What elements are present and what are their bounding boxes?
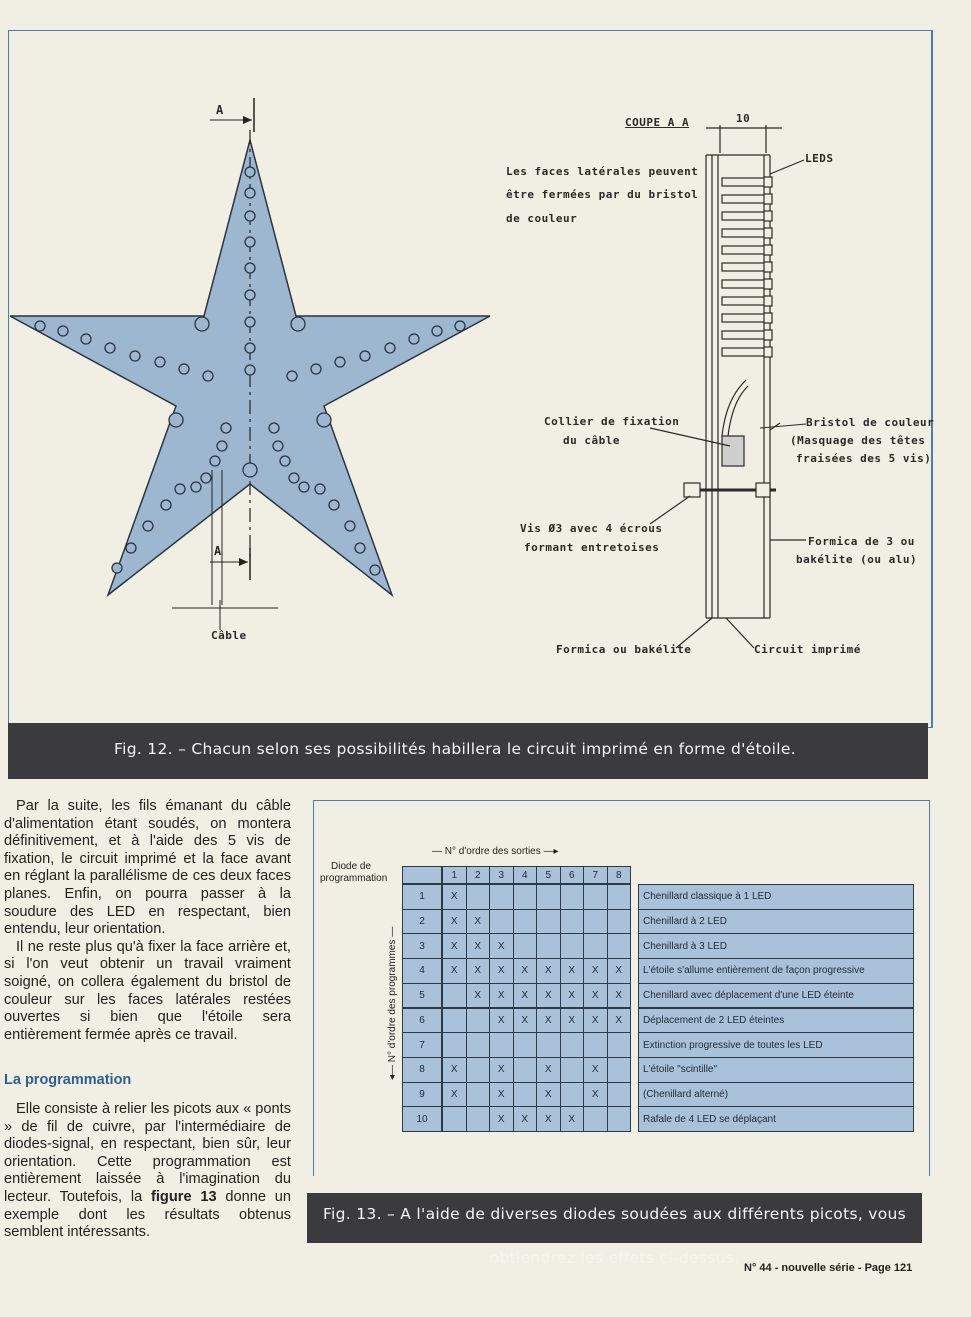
leds-label: LEDS — [805, 152, 834, 165]
led-hole — [155, 357, 165, 367]
diode-mark-cell: X — [442, 884, 467, 910]
diode-mark-cell — [442, 983, 467, 1009]
diode-mark-cell — [442, 1032, 467, 1058]
diode-mark-cell — [466, 1032, 491, 1058]
output-column-header: 7 — [583, 866, 608, 884]
collier-label-1: Collier de fixation — [544, 415, 680, 428]
diode-mark-cell: X — [583, 983, 608, 1009]
led-element — [722, 178, 768, 186]
diode-mark-cell — [442, 1008, 467, 1034]
effect-description-cell: L'étoile s'allume entièrement de façon progressive — [638, 958, 914, 984]
effect-description-cell: Chenillard à 3 LED — [638, 933, 914, 959]
led-hole — [126, 543, 136, 553]
led-hole — [195, 317, 209, 331]
led-hole — [245, 343, 255, 353]
diode-mark-cell: X — [489, 958, 514, 984]
diode-mark-cell: X — [442, 1057, 467, 1083]
diode-mark-cell — [536, 884, 561, 910]
led-head — [764, 177, 772, 187]
led-hole — [245, 211, 255, 221]
circuit-label: Circuit imprimé — [754, 643, 861, 656]
program-number-cell: 8 — [402, 1057, 442, 1083]
page-footer: N° 44 - nouvelle série - Page 121 — [744, 1262, 913, 1274]
diode-mark-cell — [560, 1082, 585, 1108]
led-hole — [245, 237, 255, 247]
diode-label-2: programmation — [320, 873, 388, 884]
diode-mark-cell: X — [583, 958, 608, 984]
diode-mark-cell — [466, 1082, 491, 1108]
led-hole — [335, 357, 345, 367]
diode-mark-cell: X — [513, 1106, 538, 1132]
led-head — [764, 296, 772, 306]
diode-mark-cell — [466, 1057, 491, 1083]
diode-mark-cell: X — [560, 983, 585, 1009]
outputs-axis-label: — N° d'ordre des sorties —▸ — [432, 846, 559, 857]
diode-mark-cell — [607, 1057, 632, 1083]
effect-description-cell: Chenillard à 2 LED — [638, 909, 914, 935]
led-hole — [409, 334, 419, 344]
note-line-2: être fermées par du bristol — [506, 188, 699, 201]
note-line-1: Les faces latérales peuvent — [506, 165, 699, 178]
led-element — [722, 195, 768, 203]
diode-mark-cell: X — [583, 1008, 608, 1034]
bristol-label-2: (Masquage des têtes — [790, 434, 926, 447]
output-column-header: 6 — [560, 866, 585, 884]
section-heading: La programmation — [4, 1072, 132, 1088]
diode-mark-cell: X — [442, 958, 467, 984]
diode-mark-cell: X — [442, 1082, 467, 1108]
diode-mark-cell: X — [466, 909, 491, 935]
led-hole — [35, 321, 45, 331]
diode-mark-cell — [489, 884, 514, 910]
diode-mark-cell — [560, 884, 585, 910]
diode-mark-cell — [513, 1032, 538, 1058]
led-hole — [455, 321, 465, 331]
led-head — [764, 330, 772, 340]
paragraph-1: Par la suite, les fils émanant du câble d'alimentation étant soudés, on montera définitivement, et à l'aide des 5 vis de fixation, le circuit imprimé et la face avant en réglant la parallélisme de ces deux faces planes. Enfin, on pourra passer à la soudure des LED en respectant, bien entendu, leur orientation. — [4, 798, 291, 938]
diode-mark-cell: X — [607, 1008, 632, 1034]
diode-mark-cell: X — [442, 909, 467, 935]
paragraph-3: Elle consiste à relier les picots aux « ponts » de fil de cuivre, par l'intermédiaire de diodes-signal, en respectant, bien sûr, leur orientation. Cette programmation est entièrement laissée à l'imagination du lecteur. Toutefois, la figure 13 donne un exemple dont les résultats obtenus semblent intéressants. — [4, 1101, 292, 1241]
output-column-header: 8 — [607, 866, 632, 884]
led-hole — [143, 521, 153, 531]
program-number-cell: 1 — [402, 884, 442, 910]
led-hole — [432, 326, 442, 336]
diode-mark-cell: X — [489, 1106, 514, 1132]
program-number-cell: 5 — [402, 983, 442, 1009]
program-number-cell: 3 — [402, 933, 442, 959]
led-hole — [385, 343, 395, 353]
diode-mark-cell — [607, 884, 632, 910]
led-element — [722, 348, 768, 356]
led-element — [722, 280, 768, 288]
diode-mark-cell — [607, 1082, 632, 1108]
effect-description-cell: Chenillard classique à 1 LED — [638, 884, 914, 910]
diode-mark-cell — [536, 909, 561, 935]
formica-right-label-2: bakélite (ou alu) — [796, 553, 918, 566]
diode-mark-cell: X — [513, 958, 538, 984]
effect-description-cell: L'étoile "scintille" — [638, 1057, 914, 1083]
led-hole — [210, 456, 220, 466]
led-hole — [355, 543, 365, 553]
led-hole — [370, 565, 380, 575]
diode-mark-cell — [607, 909, 632, 935]
body-column-bottom — [4, 1101, 291, 1242]
led-hole — [245, 263, 255, 273]
diode-mark-cell — [466, 884, 491, 910]
diode-mark-cell — [583, 933, 608, 959]
led-hole — [112, 563, 122, 573]
led-hole — [311, 364, 321, 374]
led-hole — [175, 484, 185, 494]
diode-mark-cell — [513, 884, 538, 910]
diode-mark-cell — [442, 1106, 467, 1132]
led-head — [764, 211, 772, 221]
figure-13-caption — [307, 1193, 922, 1267]
led-head — [764, 347, 772, 357]
diode-mark-cell — [513, 1082, 538, 1108]
dimension-label: 10 — [736, 112, 751, 125]
diode-mark-cell — [536, 933, 561, 959]
bristol-label-3: fraisées des 5 vis) — [796, 452, 932, 465]
diode-mark-cell — [513, 909, 538, 935]
output-column-header: 3 — [489, 866, 514, 884]
led-hole — [221, 423, 231, 433]
led-head — [764, 194, 772, 204]
led-hole — [203, 371, 213, 381]
diode-mark-cell: X — [607, 958, 632, 984]
led-hole — [289, 473, 299, 483]
diode-mark-cell — [513, 933, 538, 959]
body-column-top — [4, 798, 291, 1044]
diode-mark-cell: X — [489, 933, 514, 959]
led-hole — [217, 441, 227, 451]
led-hole — [58, 326, 68, 336]
output-column-header: 1 — [442, 866, 467, 884]
figure-12-caption — [8, 723, 928, 779]
led-hole — [245, 167, 255, 177]
led-hole — [291, 317, 305, 331]
led-hole — [245, 365, 255, 375]
diode-mark-cell: X — [560, 1008, 585, 1034]
diode-mark-cell: X — [583, 1082, 608, 1108]
led-hole — [269, 423, 279, 433]
diode-mark-cell: X — [536, 1057, 561, 1083]
program-number-cell: 4 — [402, 958, 442, 984]
led-column — [722, 177, 772, 357]
diode-mark-cell: X — [489, 983, 514, 1009]
led-hole — [169, 413, 183, 427]
program-number-cell: 6 — [402, 1008, 442, 1034]
led-hole — [360, 351, 370, 361]
diode-mark-cell — [560, 1057, 585, 1083]
led-hole — [273, 441, 283, 451]
diode-mark-cell — [607, 1032, 632, 1058]
led-hole — [245, 188, 255, 198]
diode-mark-cell: X — [607, 983, 632, 1009]
diode-mark-cell — [607, 1106, 632, 1132]
diode-label-1: Diode de — [331, 861, 372, 872]
marker-a-bottom: A — [214, 544, 222, 558]
diode-mark-cell — [583, 1106, 608, 1132]
diode-mark-cell — [489, 1032, 514, 1058]
diode-mark-cell — [560, 1032, 585, 1058]
diode-mark-cell: X — [513, 983, 538, 1009]
led-head — [764, 279, 772, 289]
led-hole — [280, 456, 290, 466]
note-line-3: de couleur — [506, 212, 578, 225]
led-hole — [130, 351, 140, 361]
formica-right-label-1: Formica de 3 ou — [808, 535, 915, 548]
led-hole — [317, 413, 331, 427]
diode-mark-cell — [560, 933, 585, 959]
diode-mark-cell — [607, 933, 632, 959]
diode-mark-cell: X — [536, 983, 561, 1009]
diode-mark-cell — [489, 909, 514, 935]
program-number-cell: 2 — [402, 909, 442, 935]
effect-description-cell: (Chenillard alterné) — [638, 1082, 914, 1108]
led-hole — [315, 484, 325, 494]
led-element — [722, 331, 768, 339]
program-number-cell: 10 — [402, 1106, 442, 1132]
vis-label-1: Vis Ø3 avec 4 écrous — [520, 522, 663, 535]
led-hole — [201, 473, 211, 483]
formica-bottom-label: Formica ou bakélite — [556, 643, 692, 656]
program-table — [402, 866, 914, 1133]
diode-mark-cell: X — [513, 1008, 538, 1034]
led-element — [722, 297, 768, 305]
led-hole — [179, 364, 189, 374]
cable-label: Câble — [211, 629, 247, 642]
effect-description-cell: Extinction progressive de toutes les LED — [638, 1032, 914, 1058]
led-hole — [105, 343, 115, 353]
effect-description-cell: Rafale de 4 LED se déplaçant — [638, 1106, 914, 1132]
diode-mark-cell: X — [536, 958, 561, 984]
output-column-header: 2 — [466, 866, 491, 884]
diode-mark-cell: X — [489, 1008, 514, 1034]
led-head — [764, 245, 772, 255]
diode-mark-cell — [466, 1008, 491, 1034]
diode-mark-cell: X — [466, 983, 491, 1009]
diode-mark-cell: X — [560, 1106, 585, 1132]
output-column-header: 4 — [513, 866, 538, 884]
section-title: COUPE A A — [625, 116, 690, 129]
output-column-header: 5 — [536, 866, 561, 884]
diode-header-cell — [402, 866, 442, 884]
effect-description-cell: Déplacement de 2 LED éteintes — [638, 1008, 914, 1034]
led-hole — [191, 482, 201, 492]
led-hole — [161, 500, 171, 510]
diode-mark-cell: X — [583, 1057, 608, 1083]
diode-mark-cell: X — [536, 1008, 561, 1034]
led-hole — [81, 334, 91, 344]
led-head — [764, 228, 772, 238]
led-hole — [245, 290, 255, 300]
led-hole — [287, 371, 297, 381]
paragraph-2: Il ne reste plus qu'à fixer la face arrière et, si l'on veut obtenir un travail vraiment soigné, on collera également du bristol de couleur sur les faces latérales restées ouvertes si bien que l'étoile sera entièrement fermée après ce travail. — [4, 938, 291, 1043]
led-head — [764, 262, 772, 272]
led-element — [722, 212, 768, 220]
led-hole — [299, 482, 309, 492]
led-head — [764, 313, 772, 323]
diode-mark-cell — [583, 909, 608, 935]
figure-13-reference: figure 13 — [151, 1188, 217, 1205]
figure-13-caption-text: Fig. 13. – A l'aide de diverses diodes soudées aux différents picots, vous obtiendrez les effets ci-dessus. — [322, 1205, 907, 1267]
diode-mark-cell — [583, 884, 608, 910]
diode-mark-cell: X — [466, 958, 491, 984]
diode-mark-cell: X — [442, 933, 467, 959]
led-element — [722, 246, 768, 254]
diode-mark-cell: X — [489, 1082, 514, 1108]
led-hole — [345, 521, 355, 531]
led-hole — [329, 500, 339, 510]
bristol-label-1: Bristol de couleur — [806, 416, 935, 429]
vis-label-2: formant entretoises — [524, 541, 660, 554]
led-element — [722, 263, 768, 271]
diode-mark-cell: X — [560, 958, 585, 984]
diode-mark-cell: X — [536, 1082, 561, 1108]
led-hole — [243, 463, 257, 477]
diode-mark-cell — [466, 1106, 491, 1132]
program-number-cell: 7 — [402, 1032, 442, 1058]
diode-mark-cell — [536, 1032, 561, 1058]
program-number-cell: 9 — [402, 1082, 442, 1108]
led-element — [722, 314, 768, 322]
led-element — [722, 229, 768, 237]
collier-label-2: du câble — [563, 434, 620, 447]
diode-mark-cell: X — [466, 933, 491, 959]
marker-a-top: A — [216, 103, 224, 117]
effect-description-cell: Chenillard avec déplacement d'une LED éteinte — [638, 983, 914, 1009]
diode-mark-cell — [513, 1057, 538, 1083]
diode-mark-cell — [560, 909, 585, 935]
figure-12-caption-text: Fig. 12. – Chacun selon ses possibilités habillera le circuit imprimé en forme d'étoile. — [114, 740, 796, 758]
diode-mark-cell: X — [536, 1106, 561, 1132]
diode-mark-cell — [583, 1032, 608, 1058]
led-hole — [245, 317, 255, 327]
diode-mark-cell: X — [489, 1057, 514, 1083]
